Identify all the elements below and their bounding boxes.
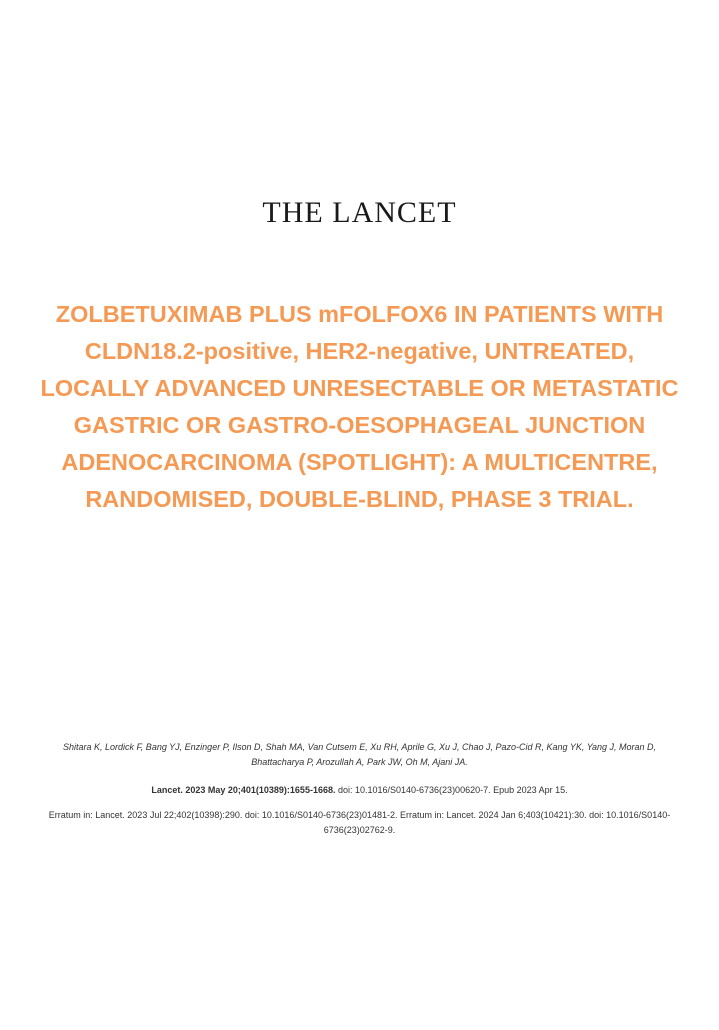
erratum-note: Erratum in: Lancet. 2023 Jul 22;402(10398):290. doi: 10.1016/S0140-6736(23)01481-2. Erratum in: Lancet. 2024 Jan 6;403(10421):30. doi: 10.1016/S0140-6736(23)02762-9. <box>48 810 671 835</box>
citation-journal-ref: Lancet. 2023 May 20;401(10389):1655-1668. <box>151 785 336 795</box>
author-list: Shitara K, Lordick F, Bang YJ, Enzinger P, Ilson D, Shah MA, Van Cutsem E, Xu RH, Aprile G, Xu J, Chao J, Pazo-Cid R, Kang YK, Yang J, Moran D, Bhattacharya P, Arozullah A, Park JW, Oh M, Ajani JA. <box>62 742 657 767</box>
citation-doi: doi: 10.1016/S0140-6736(23)00620-7. Epub 2023 Apr 15. <box>335 785 568 795</box>
journal-logo: THE LANCET <box>262 196 457 229</box>
article-title: ZOLBETUXIMAB PLUS mFOLFOX6 IN PATIENTS WITH CLDN18.2-positive, HER2-negative, UNTREATED, LOCALLY ADVANCED UNRESECTABLE OR METASTATIC GASTRIC OR GASTRO-OESOPHAGEAL JUNCTION ADENOCARCINOMA (SPOTLIGHT): A MULTICENTRE, RANDOMISED, DOUBLE-BLIND, PHASE 3 TRIAL. <box>40 301 679 512</box>
citation <box>40 783 679 798</box>
